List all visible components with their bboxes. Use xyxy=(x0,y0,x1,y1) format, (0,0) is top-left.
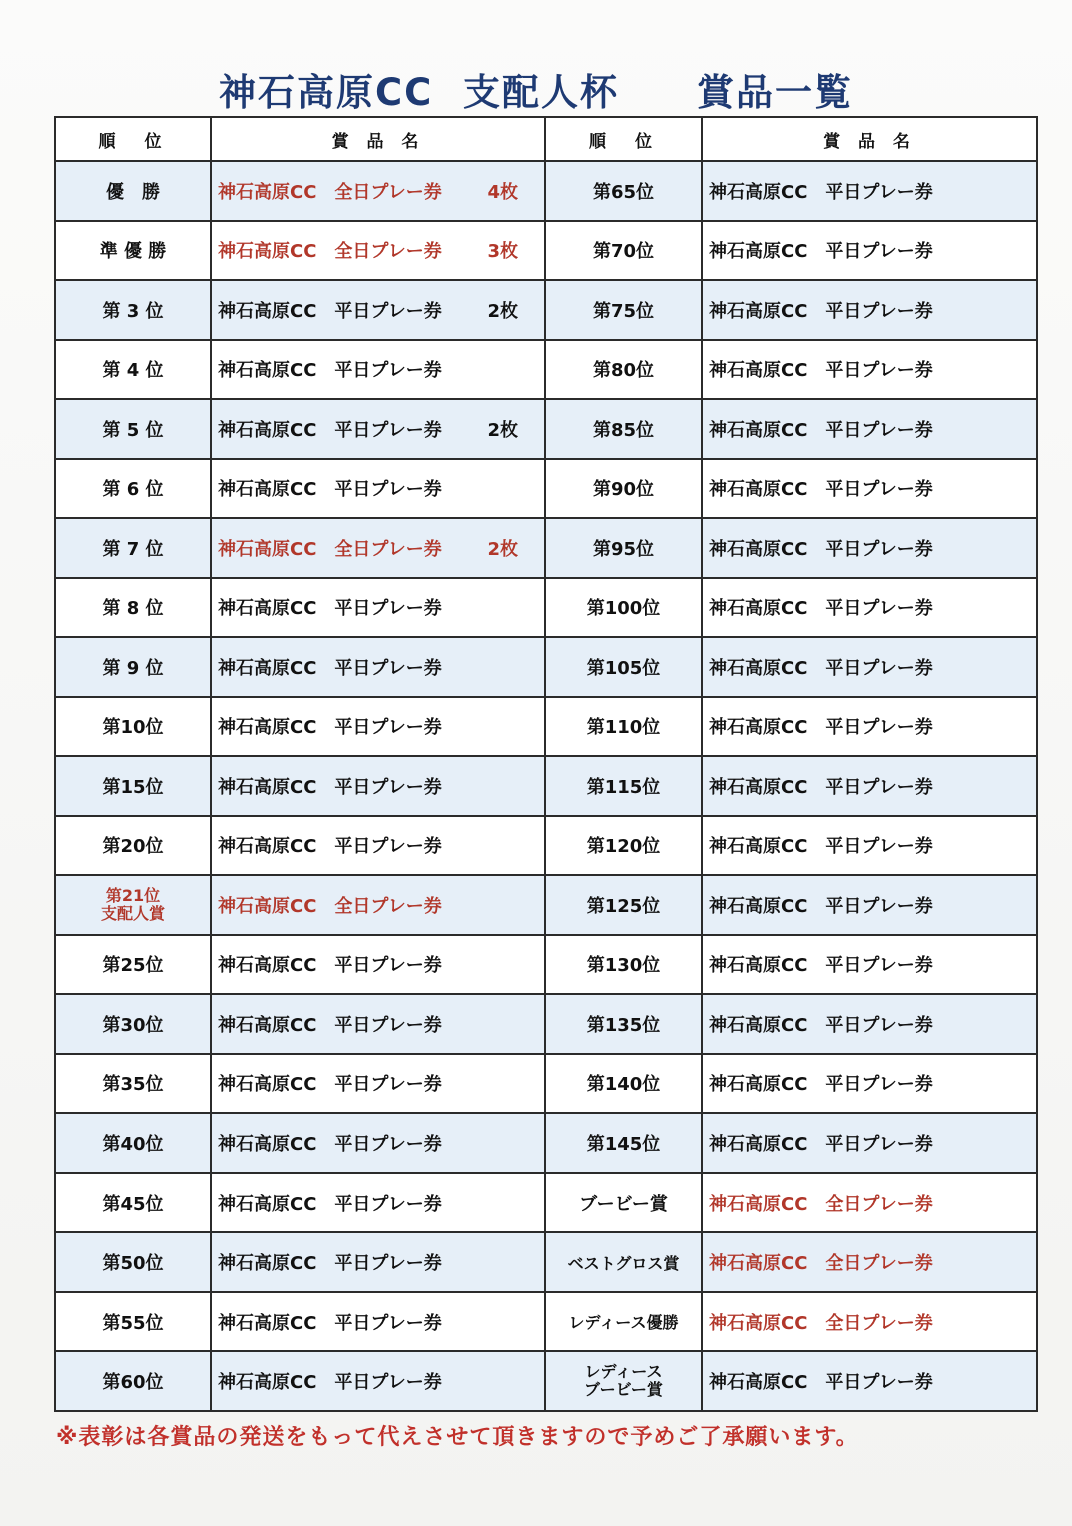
prize-cell-left xyxy=(211,459,545,519)
table-row xyxy=(55,518,1037,578)
prize-quantity: 4枚 xyxy=(487,181,518,203)
rank-cell-right: 第80位 xyxy=(545,340,702,400)
table-row xyxy=(55,756,1037,816)
rank-cell-left: 第 3 位 xyxy=(55,280,211,340)
table-row xyxy=(55,280,1037,340)
rank-cell-left: 第30位 xyxy=(55,994,211,1054)
prize-cell-left xyxy=(211,221,545,281)
prize-cell-left xyxy=(211,578,545,638)
rank-cell-right: 第135位 xyxy=(545,994,702,1054)
rank-cell-right: 第70位 xyxy=(545,221,702,281)
prize-name: 神石高原CC 全日プレー券 xyxy=(218,538,442,560)
table-row xyxy=(55,637,1037,697)
table-row xyxy=(55,399,1037,459)
prize-name: 神石高原CC 平日プレー券 xyxy=(218,717,442,739)
header-rank-right: 順 位 xyxy=(545,117,702,161)
table-row xyxy=(55,340,1037,400)
prize-cell-left xyxy=(211,935,545,995)
rank-cell-right: 第140位 xyxy=(545,1054,702,1114)
prize-name: 神石高原CC 平日プレー券 xyxy=(218,657,442,679)
rank-cell-left: 第 5 位 xyxy=(55,399,211,459)
prize-cell-right: 神石高原CC 平日プレー券 xyxy=(702,578,1037,638)
prize-cell-left xyxy=(211,994,545,1054)
prize-cell-left xyxy=(211,1173,545,1233)
rank-cell-left: 第35位 xyxy=(55,1054,211,1114)
prize-name: 神石高原CC 全日プレー券 xyxy=(218,895,442,917)
table-row xyxy=(55,1232,1037,1292)
rank-cell-right: レディース ブービー賞 xyxy=(545,1351,702,1411)
prize-cell-left xyxy=(211,875,545,935)
prize-cell-right: 神石高原CC 全日プレー券 xyxy=(702,1232,1037,1292)
prize-cell-right: 神石高原CC 平日プレー券 xyxy=(702,399,1037,459)
rank-cell-right: 第110位 xyxy=(545,697,702,757)
table-row xyxy=(55,1173,1037,1233)
table-row xyxy=(55,1292,1037,1352)
page-title: 神石高原CC 支配人杯 賞品一覧 xyxy=(218,71,854,114)
prize-cell-left xyxy=(211,816,545,876)
prize-cell-right: 神石高原CC 全日プレー券 xyxy=(702,1292,1037,1352)
prize-cell-left xyxy=(211,1292,545,1352)
rank-cell-left: 第60位 xyxy=(55,1351,211,1411)
rank-cell-left: 第 6 位 xyxy=(55,459,211,519)
rank-cell-right: レディース優勝 xyxy=(545,1292,702,1352)
rank-cell-left: 第 9 位 xyxy=(55,637,211,697)
rank-cell-left: 第50位 xyxy=(55,1232,211,1292)
footnote: ※表彰は各賞品の発送をもって代えさせて頂きますので予めご了承願います。 xyxy=(56,1425,859,1450)
prize-name: 神石高原CC 平日プレー券 xyxy=(218,1134,442,1155)
rank-cell-right: 第90位 xyxy=(545,459,702,519)
rank-cell-left: 第20位 xyxy=(55,816,211,876)
prize-cell-left xyxy=(211,1054,545,1114)
rank-cell-right: 第100位 xyxy=(545,578,702,638)
prize-name: 神石高原CC 平日プレー券 xyxy=(218,1014,442,1036)
rank-cell-right: 第130位 xyxy=(545,935,702,995)
rank-cell-left: 優 勝 xyxy=(55,161,211,221)
rank-cell-left: 第15位 xyxy=(55,756,211,816)
prize-table-body xyxy=(55,161,1037,1411)
rank-cell-right: ブービー賞 xyxy=(545,1173,702,1233)
prize-cell-right: 神石高原CC 平日プレー券 xyxy=(702,459,1037,519)
prize-cell-left xyxy=(211,1351,545,1411)
prize-cell-right: 神石高原CC 平日プレー券 xyxy=(702,221,1037,281)
table-header-row xyxy=(55,117,1037,161)
prize-name: 神石高原CC 平日プレー券 xyxy=(218,419,442,441)
prize-cell-right: 神石高原CC 平日プレー券 xyxy=(702,994,1037,1054)
rank-cell-left: 第 8 位 xyxy=(55,578,211,638)
table-row xyxy=(55,875,1037,935)
rank-cell-right: 第65位 xyxy=(545,161,702,221)
rank-cell-right: 第125位 xyxy=(545,875,702,935)
header-rank-left: 順 位 xyxy=(55,117,211,161)
header-prize-right: 賞 品 名 xyxy=(702,117,1037,161)
rank-cell-left: 準 優 勝 xyxy=(55,221,211,281)
rank-cell-left: 第55位 xyxy=(55,1292,211,1352)
prize-name: 神石高原CC 平日プレー券 xyxy=(218,836,442,858)
prize-name: 神石高原CC 全日プレー券 xyxy=(218,241,442,263)
prize-name: 神石高原CC 平日プレー券 xyxy=(218,955,442,977)
table-row xyxy=(55,1113,1037,1173)
prize-cell-left xyxy=(211,1232,545,1292)
prize-cell-left xyxy=(211,637,545,697)
prize-name: 神石高原CC 平日プレー券 xyxy=(218,479,442,501)
prize-cell-left xyxy=(211,518,545,578)
rank-cell-right: 第75位 xyxy=(545,280,702,340)
prize-name: 神石高原CC 平日プレー券 xyxy=(218,1193,442,1215)
prize-name: 神石高原CC 平日プレー券 xyxy=(218,1253,442,1275)
rank-cell-right: 第85位 xyxy=(545,399,702,459)
prize-name: 神石高原CC 平日プレー券 xyxy=(218,300,442,322)
rank-cell-right: 第105位 xyxy=(545,637,702,697)
rank-cell-left: 第 4 位 xyxy=(55,340,211,400)
table-row xyxy=(55,161,1037,221)
prize-cell-right: 神石高原CC 平日プレー券 xyxy=(702,161,1037,221)
rank-cell-left: 第45位 xyxy=(55,1173,211,1233)
header-prize-left: 賞 品 名 xyxy=(211,117,545,161)
table-row xyxy=(55,221,1037,281)
prize-cell-left xyxy=(211,756,545,816)
prize-cell-left xyxy=(211,1113,545,1173)
table-row xyxy=(55,1054,1037,1114)
prize-cell-right: 神石高原CC 平日プレー券 xyxy=(702,756,1037,816)
rank-cell-left: 第 7 位 xyxy=(55,518,211,578)
table-row xyxy=(55,578,1037,638)
prize-quantity: 3枚 xyxy=(487,241,518,263)
rank-cell-right: 第145位 xyxy=(545,1113,702,1173)
prize-cell-right: 神石高原CC 平日プレー券 xyxy=(702,816,1037,876)
table-row xyxy=(55,935,1037,995)
prize-name: 神石高原CC 全日プレー券 xyxy=(218,181,442,203)
table-row xyxy=(55,697,1037,757)
prize-cell-right: 神石高原CC 平日プレー券 xyxy=(702,697,1037,757)
rank-cell-right: 第95位 xyxy=(545,518,702,578)
prize-name: 神石高原CC 平日プレー券 xyxy=(218,1372,442,1394)
prize-name: 神石高原CC 平日プレー券 xyxy=(218,360,442,382)
prize-name: 神石高原CC 平日プレー券 xyxy=(218,776,442,798)
prize-cell-right: 神石高原CC 平日プレー券 xyxy=(702,1113,1037,1173)
prize-cell-right: 神石高原CC 平日プレー券 xyxy=(702,637,1037,697)
prize-cell-right: 神石高原CC 平日プレー券 xyxy=(702,280,1037,340)
prize-cell-right: 神石高原CC 平日プレー券 xyxy=(702,935,1037,995)
prize-cell-right: 神石高原CC 平日プレー券 xyxy=(702,1351,1037,1411)
prize-quantity: 2枚 xyxy=(487,419,518,441)
prize-quantity: 2枚 xyxy=(487,538,518,560)
prize-cell-right: 神石高原CC 全日プレー券 xyxy=(702,1173,1037,1233)
prize-table xyxy=(54,116,1038,1412)
prize-cell-left xyxy=(211,399,545,459)
prize-cell-left xyxy=(211,340,545,400)
prize-cell-right: 神石高原CC 平日プレー券 xyxy=(702,518,1037,578)
rank-cell-right: ベストグロス賞 xyxy=(545,1232,702,1292)
prize-cell-left xyxy=(211,280,545,340)
prize-cell-left xyxy=(211,161,545,221)
rank-cell-right: 第120位 xyxy=(545,816,702,876)
prize-name: 神石高原CC 平日プレー券 xyxy=(218,1074,442,1096)
prize-name: 神石高原CC 平日プレー券 xyxy=(218,1312,442,1334)
prize-quantity: 2枚 xyxy=(487,300,518,322)
prize-cell-left xyxy=(211,697,545,757)
prize-cell-right: 神石高原CC 平日プレー券 xyxy=(702,875,1037,935)
prize-cell-right: 神石高原CC 平日プレー券 xyxy=(702,1054,1037,1114)
prize-name: 神石高原CC 平日プレー券 xyxy=(218,598,442,620)
table-row xyxy=(55,994,1037,1054)
rank-cell-right: 第115位 xyxy=(545,756,702,816)
rank-cell-left: 第40位 xyxy=(55,1113,211,1173)
rank-cell-left: 第10位 xyxy=(55,697,211,757)
table-row xyxy=(55,459,1037,519)
rank-cell-left: 第21位 支配人賞 xyxy=(55,875,211,935)
rank-cell-left: 第25位 xyxy=(55,935,211,995)
table-row xyxy=(55,816,1037,876)
prize-cell-right: 神石高原CC 平日プレー券 xyxy=(702,340,1037,400)
table-row xyxy=(55,1351,1037,1411)
